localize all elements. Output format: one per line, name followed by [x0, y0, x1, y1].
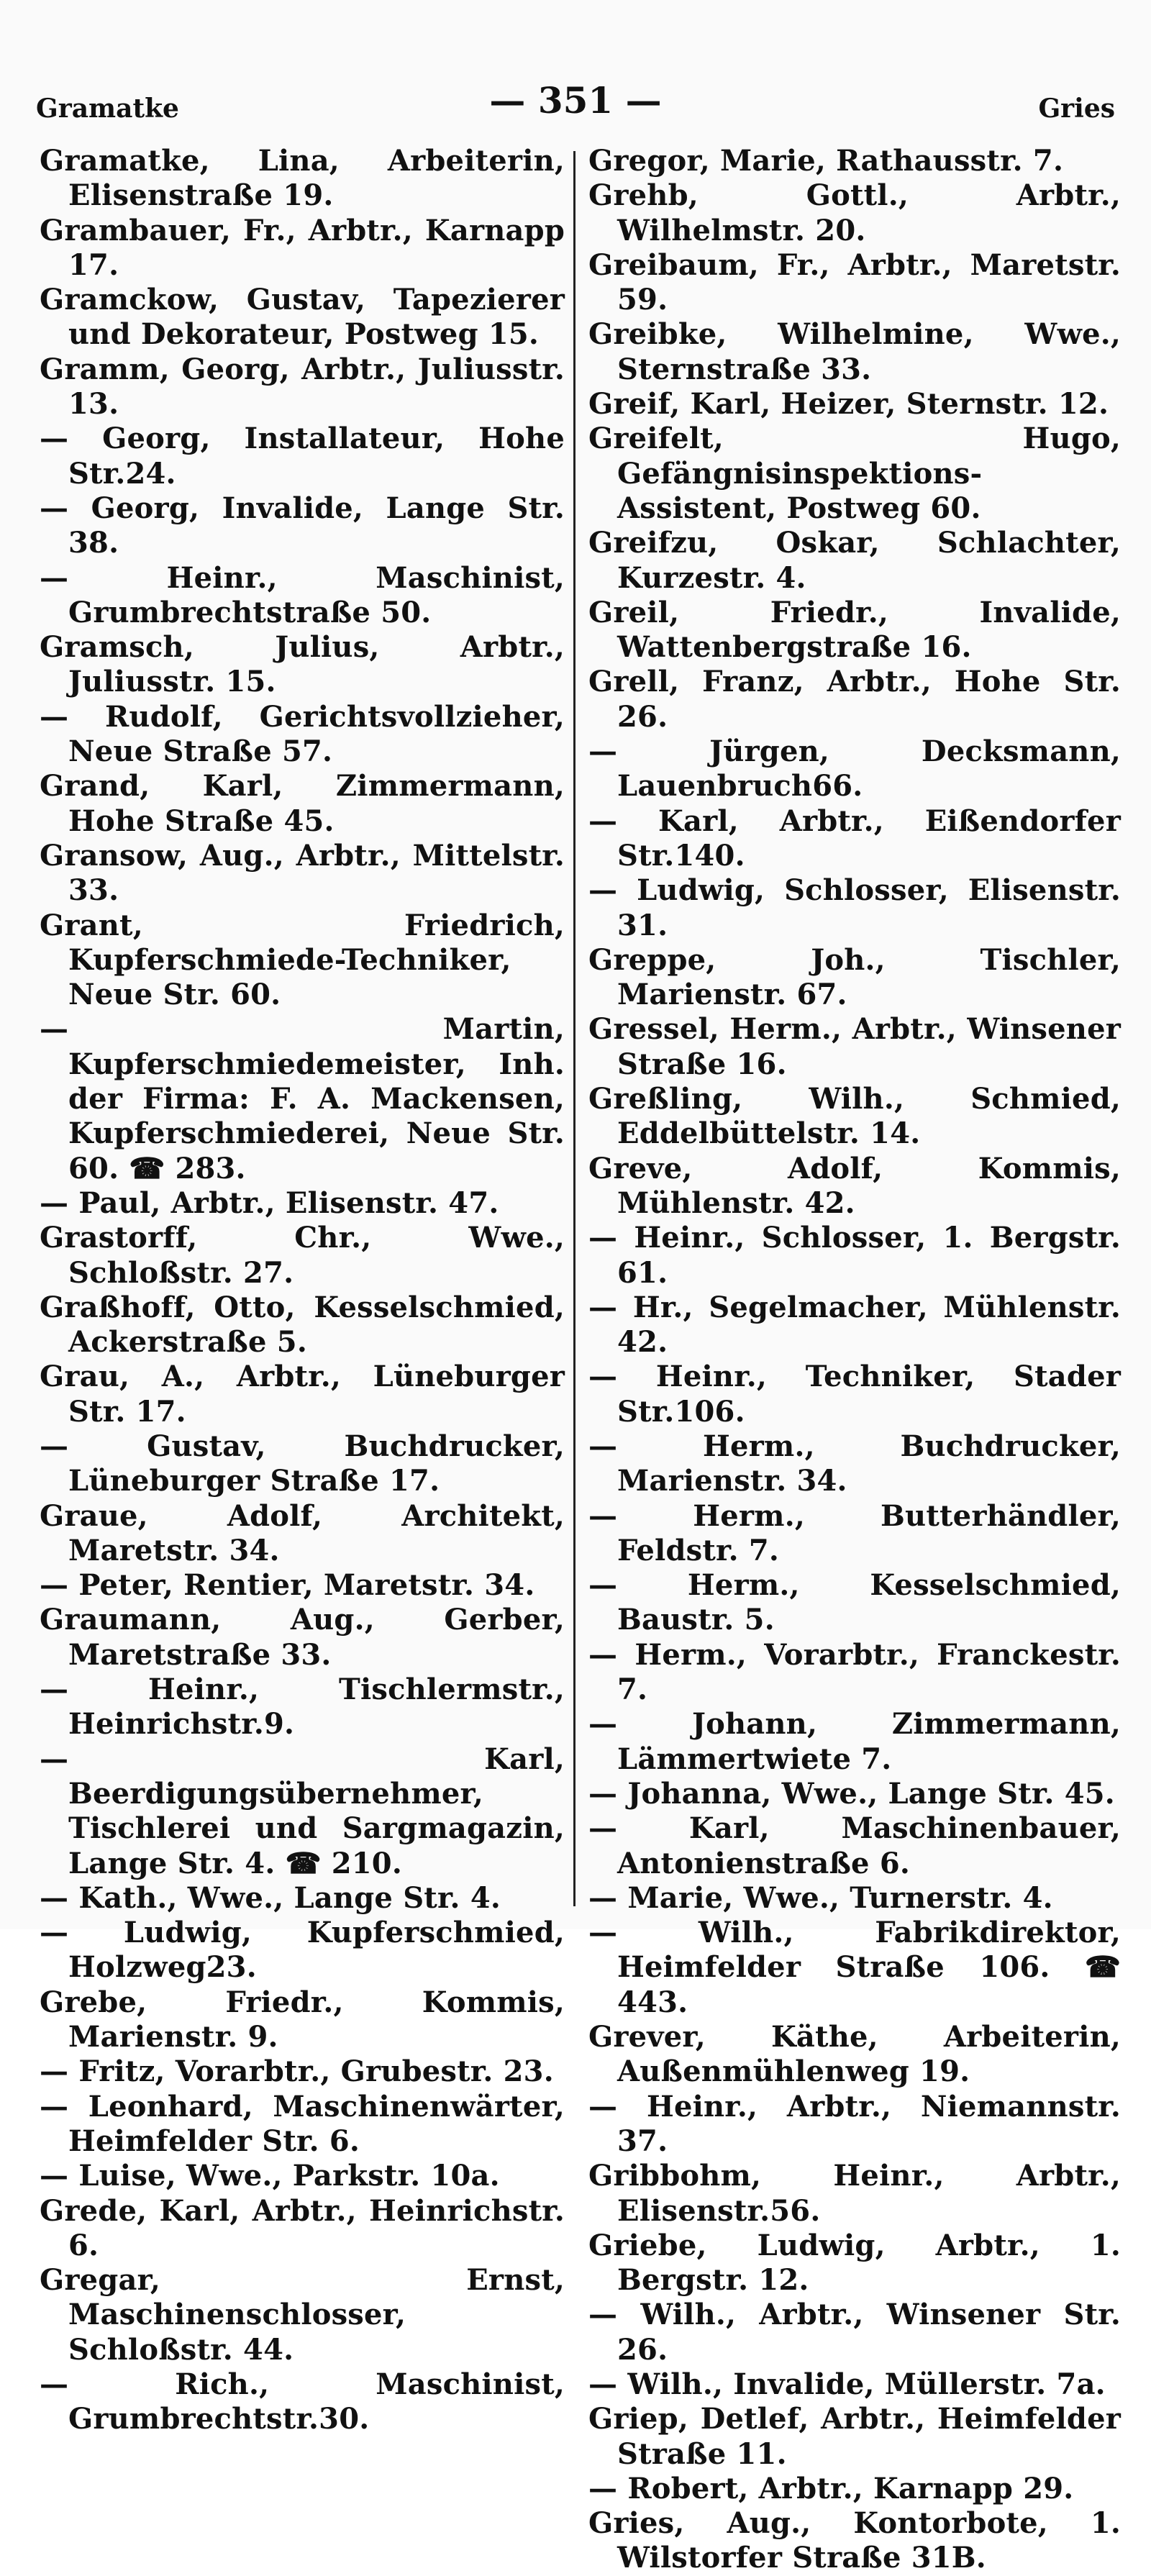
list-item: Gregar, Ernst, Maschinenschlosser, Schloßstr. 44. — [40, 2263, 565, 2367]
list-item: — Heinr., Tischlermstr., Heinrichstr.9. — [40, 1672, 565, 1742]
column-divider — [573, 151, 576, 1906]
list-item: Grehb, Gottl., Arbtr., Wilhelmstr. 20. — [588, 178, 1121, 247]
list-item: — Paul, Arbtr., Elisenstr. 47. — [40, 1185, 499, 1220]
list-item: Greve, Adolf, Kommis, Mühlenstr. 42. — [588, 1151, 1121, 1220]
list-item: Grever, Käthe, Arbeiterin, Außenmühlenweg 19. — [588, 2020, 1121, 2089]
list-item: — Rudolf, Gerichtsvollzieher, Neue Straße 57. — [40, 699, 565, 769]
list-item: — Herm., Vorarbtr., Franckestr. 7. — [588, 1637, 1121, 1707]
list-item: Grand, Karl, Zimmermann, Hohe Straße 45. — [40, 769, 565, 838]
list-item: Greppe, Joh., Tischler, Marienstr. 67. — [588, 942, 1121, 1012]
list-item: — Georg, Installateur, Hohe Str.24. — [40, 422, 565, 491]
list-item: — Hr., Segelmacher, Mühlenstr. 42. — [588, 1290, 1121, 1360]
list-item: — Robert, Arbtr., Karnapp 29. — [588, 2471, 1074, 2506]
list-item: Gries, Aug., Kontorbote, 1. Wilstorfer Straße 31B. — [588, 2506, 1121, 2575]
list-item: Gramsch, Julius, Arbtr., Juliusstr. 15. — [40, 630, 565, 699]
list-item: — Heinr., Schlosser, 1. Bergstr. 61. — [588, 1221, 1121, 1290]
list-item: — Marie, Wwe., Turnerstr. 4. — [588, 1880, 1053, 1915]
list-item: — Wilh., Arbtr., Winsener Str. 26. — [588, 2298, 1121, 2367]
list-item: Grebe, Friedr., Kommis, Marienstr. 9. — [40, 1985, 565, 2054]
list-item: — Karl, Maschinenbauer, Antonienstraße 6. — [588, 1811, 1121, 1880]
list-item: Gregor, Marie, Rathausstr. 7. — [588, 144, 1064, 178]
list-item: Griebe, Ludwig, Arbtr., 1. Bergstr. 12. — [588, 2228, 1121, 2298]
list-item: Graue, Adolf, Architekt, Maretstr. 34. — [40, 1498, 565, 1567]
list-item: — Ludwig, Kupferschmied, Holzweg23. — [40, 1916, 565, 1985]
list-item: — Wilh., Fabrikdirektor, Heimfelder Straße 106. ☎ 443. — [588, 1916, 1121, 2019]
left-column — [40, 144, 565, 2436]
header-right-keyword: Gries — [1038, 94, 1115, 124]
list-item: Grastorff, Chr., Wwe., Schloßstr. 27. — [40, 1221, 565, 1290]
list-item: — Heinr., Maschinist, Grumbrechtstraße 50. — [40, 560, 565, 629]
list-item: Grau, A., Arbtr., Lüneburger Str. 17. — [40, 1360, 565, 1429]
list-item: Grant, Friedrich, Kupferschmiede-Techniker, Neue Str. 60. — [40, 908, 565, 1012]
list-item: Greibaum, Fr., Arbtr., Maretstr. 59. — [588, 247, 1121, 317]
list-item: Grambauer, Fr., Arbtr., Karnapp 17. — [40, 213, 565, 282]
list-item: — Kath., Wwe., Lange Str. 4. — [40, 1880, 501, 1915]
list-item: Gramatke, Lina, Arbeiterin, Elisenstraße 19. — [40, 144, 565, 213]
list-item: — Wilh., Invalide, Müllerstr. 7a. — [588, 2367, 1106, 2401]
list-item: Gransow, Aug., Arbtr., Mittelstr. 33. — [40, 838, 565, 908]
list-item: — Peter, Rentier, Maretstr. 34. — [40, 1568, 535, 1603]
list-item: Greifzu, Oskar, Schlachter, Kurzestr. 4. — [588, 526, 1121, 595]
list-item: — Fritz, Vorarbtr., Grubestr. 23. — [40, 2054, 554, 2089]
list-item: — Karl, Arbtr., Eißendorfer Str.140. — [588, 804, 1121, 873]
list-item: — Herm., Buchdrucker, Marienstr. 34. — [588, 1429, 1121, 1498]
list-item: Gribbohm, Heinr., Arbtr., Elisenstr.56. — [588, 2159, 1121, 2228]
right-column — [588, 144, 1121, 2575]
list-item: — Luise, Wwe., Parkstr. 10a. — [40, 2159, 500, 2193]
header-left-keyword: Gramatke — [36, 94, 179, 124]
list-item: Gramckow, Gustav, Tapezierer und Dekorateur, Postweg 15. — [40, 283, 565, 352]
list-item: Greßling, Wilh., Schmied, Eddelbüttelstr. 14. — [588, 1082, 1121, 1151]
list-item: — Johann, Zimmermann, Lämmertwiete 7. — [588, 1707, 1121, 1776]
list-item: — Heinr., Techniker, Stader Str.106. — [588, 1360, 1121, 1429]
list-item: — Ludwig, Schlosser, Elisenstr. 31. — [588, 873, 1121, 942]
list-item: — Georg, Invalide, Lange Str. 38. — [40, 491, 565, 560]
list-item: — Gustav, Buchdrucker, Lüneburger Straße 17. — [40, 1429, 565, 1498]
list-item: Graumann, Aug., Gerber, Maretstraße 33. — [40, 1603, 565, 1672]
list-item: Greibke, Wilhelmine, Wwe., Sternstraße 33. — [588, 317, 1121, 386]
list-item: — Herm., Butterhändler, Feldstr. 7. — [588, 1498, 1121, 1567]
list-item: Gramm, Georg, Arbtr., Juliusstr. 13. — [40, 352, 565, 422]
list-item: Graßhoff, Otto, Kesselschmied, Ackerstraße 5. — [40, 1290, 565, 1360]
list-item: — Jürgen, Decksmann, Lauenbruch66. — [588, 734, 1121, 804]
list-item: — Leonhard, Maschinenwärter, Heimfelder Str. 6. — [40, 2089, 565, 2158]
page-number: — 351 — — [489, 79, 662, 122]
list-item: Griep, Detlef, Arbtr., Heimfelder Straße 11. — [588, 2402, 1121, 2471]
list-item: Grell, Franz, Arbtr., Hohe Str. 26. — [588, 665, 1121, 734]
list-item: — Rich., Maschinist, Grumbrechtstr.30. — [40, 2367, 565, 2436]
list-item: — Johanna, Wwe., Lange Str. 45. — [588, 1776, 1115, 1811]
list-item: Grede, Karl, Arbtr., Heinrichstr. 6. — [40, 2193, 565, 2262]
list-item: — Herm., Kesselschmied, Baustr. 5. — [588, 1568, 1121, 1637]
list-item: Greif, Karl, Heizer, Sternstr. 12. — [588, 387, 1109, 422]
list-item: Greil, Friedr., Invalide, Wattenbergstraße 16. — [588, 595, 1121, 665]
page-header — [36, 78, 1115, 124]
list-item: Greifelt, Hugo, Gefängnisinspektions-Assistent, Postweg 60. — [588, 422, 1121, 525]
list-item: Gressel, Herm., Arbtr., Winsener Straße 16. — [588, 1012, 1121, 1081]
list-item: — Karl, Beerdigungsübernehmer, Tischlerei und Sargmagazin, Lange Str. 4. ☎ 210. — [40, 1742, 565, 1880]
list-item: — Martin, Kupferschmiedemeister, Inh. der Firma: F. A. Mackensen, Kupferschmiederei, Neue Str. 60. ☎ 283. — [40, 1012, 565, 1185]
list-item: — Heinr., Arbtr., Niemannstr. 37. — [588, 2089, 1121, 2158]
